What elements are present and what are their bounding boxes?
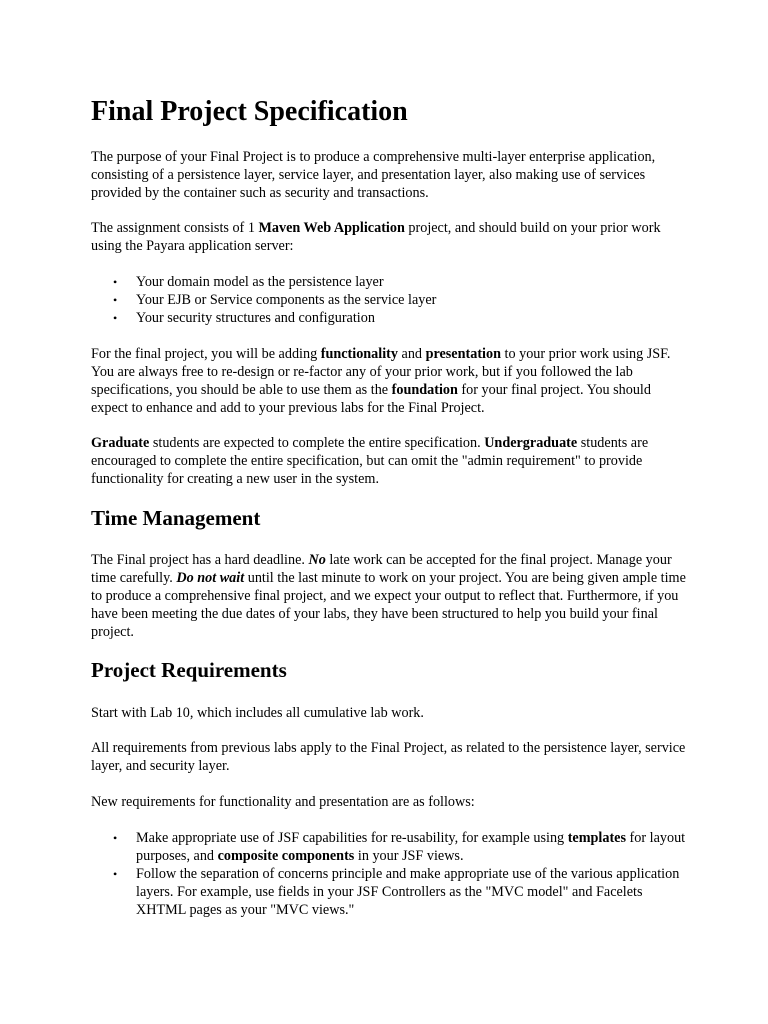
list-item: • Your EJB or Service components as the service layer <box>113 292 437 308</box>
requirements-new-paragraph: New requirements for functionality and presentation are as follows: <box>91 794 475 810</box>
time-management-heading: Time Management <box>91 506 261 530</box>
bullet-icon: • <box>113 293 118 307</box>
bullet-icon: • <box>113 275 118 289</box>
list-item: • Your security structures and configuration <box>113 310 375 326</box>
requirements-list <box>91 829 691 919</box>
assignment-paragraph: The assignment consists of 1 Maven Web Application project, and should build on your prior work using the Payara application server: <box>91 220 661 254</box>
requirements-all-paragraph: All requirements from previous labs apply to the Final Project, as related to the persistence layer, service layer, and security layer. <box>91 740 686 774</box>
project-requirements-heading: Project Requirements <box>91 658 287 682</box>
bullet-icon: • <box>113 311 118 325</box>
page-title: Final Project Specification <box>91 96 408 127</box>
time-paragraph: The Final project has a hard deadline. No late work can be accepted for the final project. Manage your time carefully. Do not wait until the last minute to work on your project. You are being given ample time to produce a comprehensive final project, and we expect your output to reflect that. Furthermore, if you have been meeting the due dates of your labs, they have been structured to help you build your final project. <box>91 552 686 640</box>
bullet-icon: • <box>113 831 118 845</box>
list-item: • Make appropriate use of JSF capabilities for re-usability, for example using templates for layout purposes, and composite components in your JSF views. <box>113 830 686 864</box>
list-item: • Follow the separation of concerns principle and make appropriate use of the various application layers. For example, use fields in your JSF Controllers as the "MVC model" and Facelets XHTML pages as your "MVC views." <box>113 866 680 918</box>
maven-web-application-bold: Maven Web Application <box>258 220 405 236</box>
intro-paragraph: The purpose of your Final Project is to produce a comprehensive multi-layer enterprise application, consisting of a persistence layer, service layer, and presentation layer, also making use of services provided by the container such as security and transactions. <box>91 149 656 201</box>
bullet-icon: • <box>113 867 118 881</box>
final-project-paragraph: For the final project, you will be adding functionality and presentation to your prior work using JSF. You are always free to re-design or re-factor any of your prior work, but if you followed the lab specifications, you should be able to use them as the foundation for your final project. You should expect to enhance and add to your previous labs for the Final Project. <box>91 346 671 416</box>
students-paragraph: Graduate students are expected to complete the entire specification. Undergraduate students are encouraged to complete the entire specification, but can omit the "admin requirement" to provide functionality for creating a new user in the system. <box>91 435 649 487</box>
layers-list <box>91 273 691 327</box>
list-item: • Your domain model as the persistence layer <box>113 274 384 290</box>
requirements-start-paragraph: Start with Lab 10, which includes all cumulative lab work. <box>91 705 424 721</box>
